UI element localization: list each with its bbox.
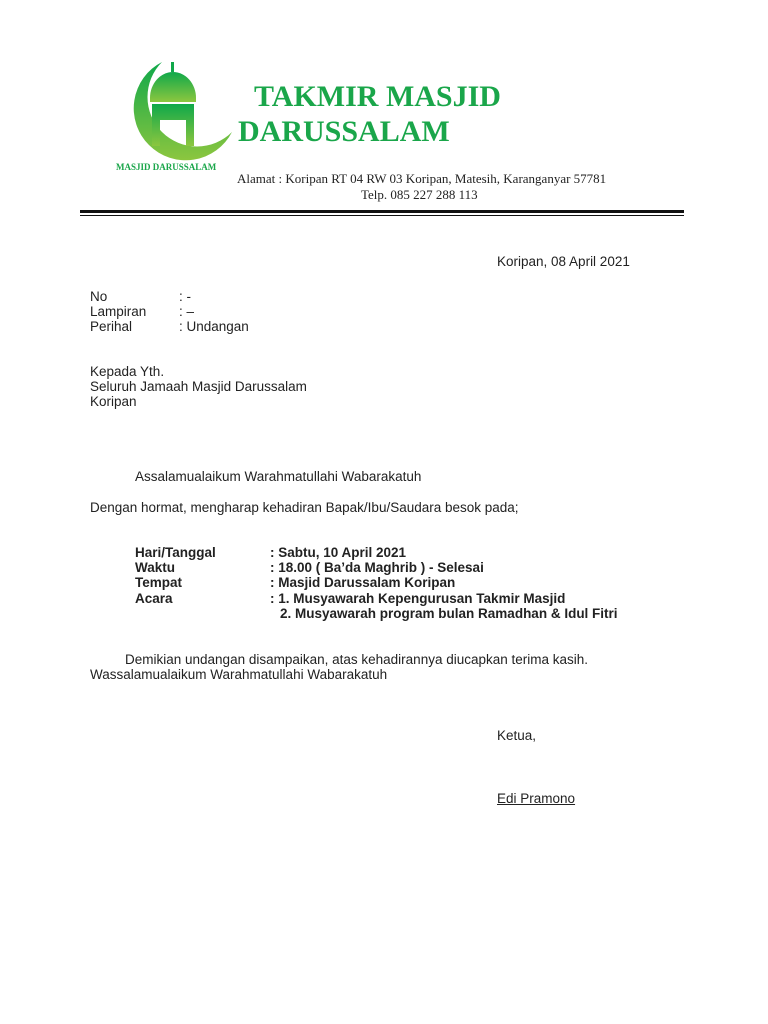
recipient-line: Koripan bbox=[90, 394, 137, 409]
place-date: Koripan, 08 April 2021 bbox=[497, 254, 630, 269]
detail-value: 2. Musyawarah program bulan Ramadhan & Idul Fitri bbox=[280, 606, 618, 621]
detail-label: Acara bbox=[135, 591, 173, 606]
meta-value: : - bbox=[179, 289, 191, 304]
detail-value: : 1. Musyawarah Kepengurusan Takmir Masjid bbox=[270, 591, 566, 606]
detail-value: : Masjid Darussalam Koripan bbox=[270, 575, 456, 590]
greeting: Assalamualaikum Warahmatullahi Wabarakatuh bbox=[135, 469, 422, 484]
recipient-line: Seluruh Jamaah Masjid Darussalam bbox=[90, 379, 307, 394]
intro: Dengan hormat, mengharap kehadiran Bapak/Ibu/Saudara besok pada; bbox=[90, 500, 519, 515]
detail-value: : Sabtu, 10 April 2021 bbox=[270, 545, 407, 560]
meta-value: : – bbox=[179, 304, 195, 319]
address: Alamat : Koripan RT 04 RW 03 Koripan, Matesih, Karanganyar 57781 bbox=[237, 171, 607, 186]
mosque-logo bbox=[112, 58, 232, 178]
org-title-line2: DARUSSALAM bbox=[238, 115, 450, 148]
meta-label: Lampiran bbox=[90, 304, 147, 319]
meta-label: Perihal bbox=[90, 319, 133, 334]
org-title-line1: TAKMIR MASJID bbox=[254, 80, 501, 113]
signatory-title: Ketua, bbox=[497, 728, 537, 743]
closing-salam: Wassalamualaikum Warahmatullahi Wabarakatuh bbox=[90, 667, 388, 682]
detail-value: : 18.00 ( Ba’da Maghrib ) - Selesai bbox=[270, 560, 484, 575]
logo-caption: MASJID DARUSSALAM bbox=[116, 162, 217, 172]
detail-label: Waktu bbox=[135, 560, 175, 575]
meta-label: No bbox=[90, 289, 108, 304]
signatory-name: Edi Pramono bbox=[497, 791, 576, 806]
meta-value: : Undangan bbox=[179, 319, 249, 334]
header-rule-thick bbox=[80, 210, 684, 213]
detail-label: Hari/Tanggal bbox=[135, 545, 216, 560]
recipient-line: Kepada Yth. bbox=[90, 364, 165, 379]
detail-label: Tempat bbox=[135, 575, 183, 590]
header-rule-thin bbox=[80, 215, 684, 216]
phone: Telp. 085 227 288 113 bbox=[361, 187, 478, 202]
closing-text: Demikian undangan disampaikan, atas kehadirannya diucapkan terima kasih. bbox=[125, 652, 589, 667]
